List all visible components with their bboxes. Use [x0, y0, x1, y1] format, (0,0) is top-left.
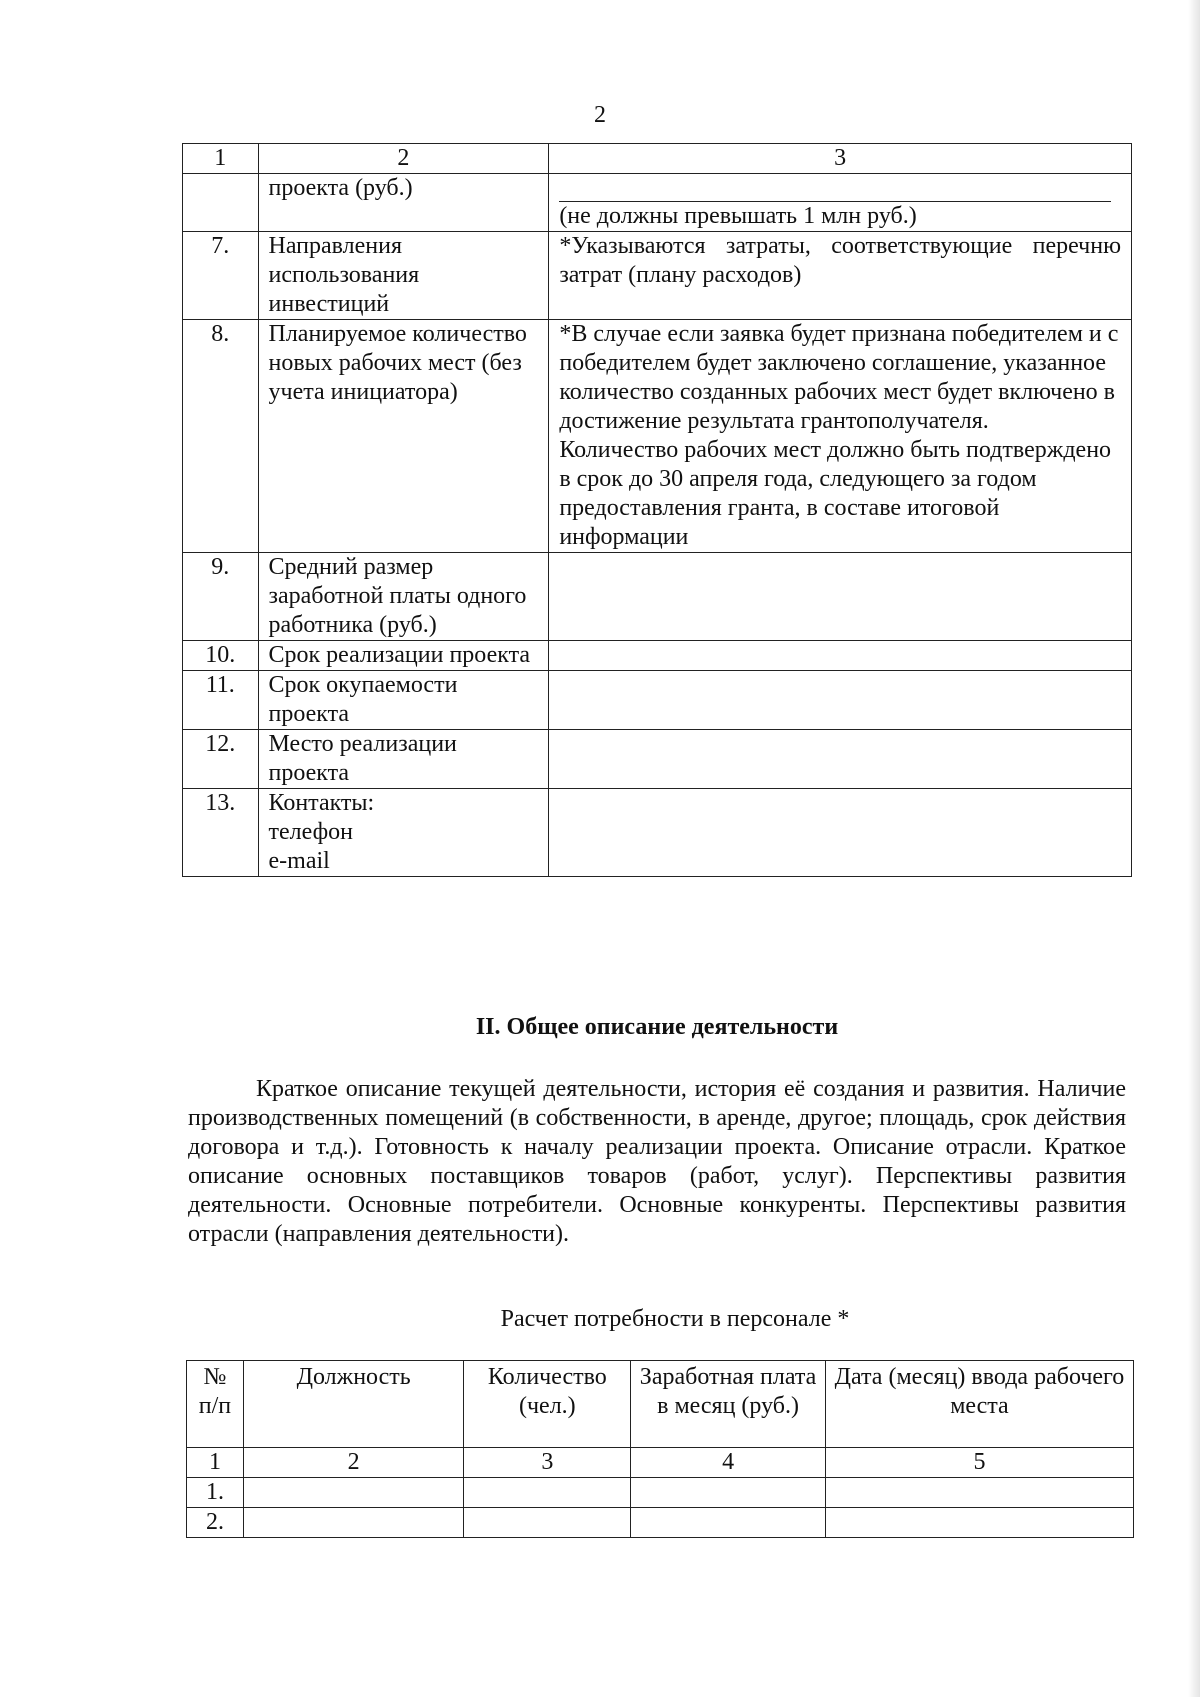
column-header: Заработная плата в месяц (руб.) [631, 1361, 826, 1448]
column-header: 2 [258, 144, 549, 174]
section-description: Краткое описание текущей деятельности, история её создания и развития. Наличие производственных помещений (в собственности, в аренде, другое; площадь, срок действия договора и т.д.). Готовность к началу реализации проекта. Описание отрасли. Краткое описание основных поставщиков товаров (работ, услуг). Перспективы развития деятельности. Основные потребители. Основные конкуренты. Перспективы развития отрасли (направления деятельности). [188, 1076, 1126, 1247]
staff-table [186, 1360, 1134, 1538]
table-header-row [187, 1361, 1134, 1448]
row-number: 8. [183, 320, 259, 553]
table-row [183, 320, 1132, 553]
table-cell [464, 1478, 631, 1508]
table-row [183, 730, 1132, 789]
table-row [183, 174, 1132, 232]
row-value [549, 320, 1132, 553]
table-row [187, 1478, 1134, 1508]
table-header-row [183, 144, 1132, 174]
table-cell [243, 1478, 464, 1508]
column-number: 4 [631, 1448, 826, 1478]
row-label: Срок окупаемости проекта [258, 671, 549, 730]
row-value [549, 730, 1132, 789]
row-number: 10. [183, 641, 259, 671]
row-label [258, 789, 549, 877]
table-cell [825, 1478, 1133, 1508]
row-number: 13. [183, 789, 259, 877]
value-note: *В случае если заявка будет признана победителем и с победителем будет заключено соглашение, указанное количество созданных рабочих мест будет включено в достижение результата грантополучателя. [559, 321, 1119, 434]
column-number: 5 [825, 1448, 1133, 1478]
row-number: 2. [187, 1508, 244, 1538]
table-row [183, 641, 1132, 671]
row-value [549, 553, 1132, 641]
column-header: 1 [183, 144, 259, 174]
row-number: 12. [183, 730, 259, 789]
row-value [549, 641, 1132, 671]
project-info-table [182, 143, 1132, 877]
section-heading: II. Общее описание деятельности [475, 1014, 839, 1040]
page-number: 2 [594, 102, 606, 128]
scan-edge-shadow [1188, 0, 1200, 1697]
row-label: Срок реализации проекта [258, 641, 549, 671]
column-number: 1 [187, 1448, 244, 1478]
value-note-2: Количество рабочих мест должно быть подтверждено в срок до 30 апреля года, следующего за годом предоставления гранта, в составе итоговой информации [559, 437, 1112, 550]
row-label: Средний размер заработной платы одного работника (руб.) [258, 553, 549, 641]
column-number-row [187, 1448, 1134, 1478]
row-label: проекта (руб.) [258, 174, 549, 232]
email-label: e-mail [268, 848, 330, 874]
table-cell [631, 1508, 826, 1538]
column-header: Количество (чел.) [464, 1361, 631, 1448]
column-header: Должность [243, 1361, 464, 1448]
table-cell [825, 1508, 1133, 1538]
row-label: Планируемое количество новых рабочих мест (без учета инициатора) [258, 320, 549, 553]
row-number: 1. [187, 1478, 244, 1508]
staff-table-title: Расчет потребности в персонале * [500, 1306, 850, 1332]
row-number [183, 174, 259, 232]
table-cell [631, 1478, 826, 1508]
table-row [183, 553, 1132, 641]
phone-label: телефон [268, 819, 353, 845]
value-note: (не должны превышать 1 млн руб.) [559, 203, 917, 229]
table-cell [243, 1508, 464, 1538]
table-row [183, 671, 1132, 730]
row-number: 11. [183, 671, 259, 730]
row-value: *Указываются затраты, соответствующие перечню затрат (плану расходов) [549, 232, 1132, 320]
contacts-label: Контакты: [268, 790, 375, 816]
column-number: 3 [464, 1448, 631, 1478]
row-value [549, 789, 1132, 877]
row-label: Место реализации проекта [258, 730, 549, 789]
row-number: 7. [183, 232, 259, 320]
row-value [549, 671, 1132, 730]
column-header: Дата (месяц) ввода рабочего места [825, 1361, 1133, 1448]
table-cell [464, 1508, 631, 1538]
column-header: 3 [549, 144, 1132, 174]
fill-in-line [559, 174, 1111, 202]
table-row [183, 232, 1132, 320]
column-header: № п/п [187, 1361, 244, 1448]
row-number: 9. [183, 553, 259, 641]
row-label: Направления использования инвестиций [258, 232, 549, 320]
table-row [187, 1508, 1134, 1538]
column-number: 2 [243, 1448, 464, 1478]
table-row [183, 789, 1132, 877]
row-value [549, 174, 1132, 232]
